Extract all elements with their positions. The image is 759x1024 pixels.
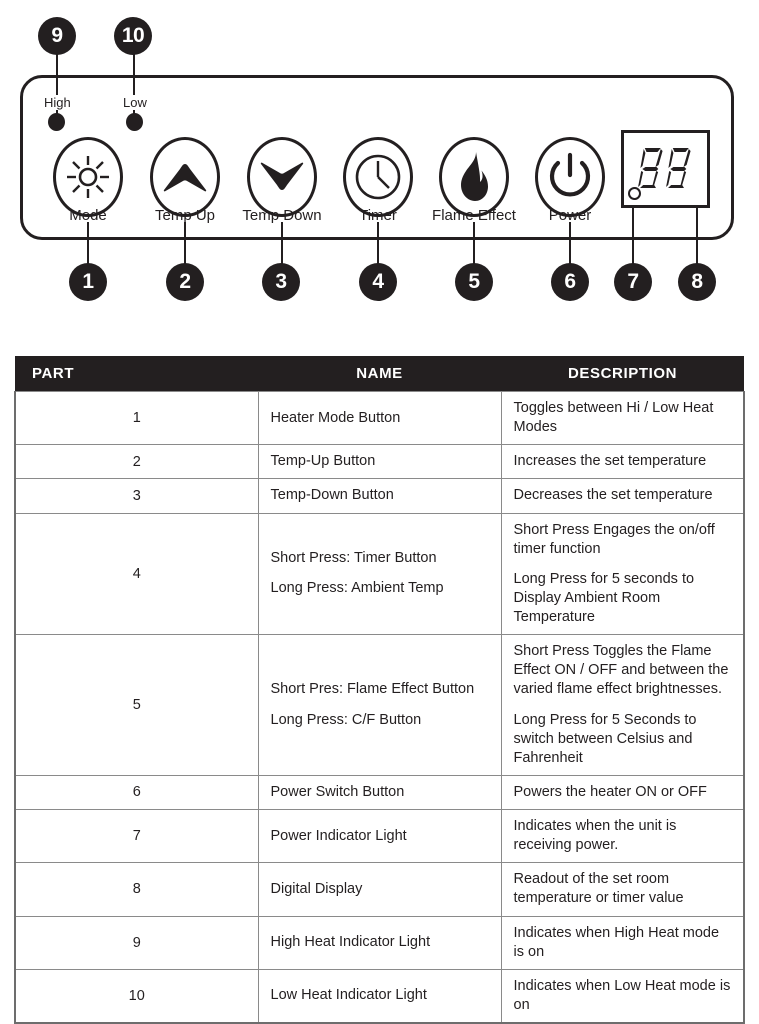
callout-badge-3: 3 <box>262 263 300 301</box>
temp-up-button[interactable] <box>150 137 220 217</box>
callout-badge-6: 6 <box>551 263 589 301</box>
control-panel-diagram <box>0 0 759 330</box>
cell-part-description <box>501 479 744 513</box>
cell-part-description <box>501 513 744 635</box>
cell-part-name-line: Long Press: Ambient Temp <box>270 580 444 597</box>
cell-part-name <box>258 863 501 916</box>
cell-part-description <box>501 916 744 969</box>
sun-icon <box>65 154 111 200</box>
cell-part-description-line: Short Press Toggles the Flame Effect ON / OFF and between the varied flame effect brightnesses. <box>513 643 729 698</box>
table-row <box>15 775 744 809</box>
cell-part-description <box>501 445 744 479</box>
timer-button[interactable] <box>343 137 413 217</box>
cell-part-description-line: Readout of the set room temperature or timer value <box>513 871 684 907</box>
cell-part-number: 9 <box>15 916 258 969</box>
cell-part-number: 5 <box>15 635 258 776</box>
leader-line-10 <box>133 52 135 122</box>
header-name: NAME <box>258 356 501 392</box>
cell-part-description <box>501 635 744 776</box>
cell-part-name <box>258 392 501 445</box>
callout-badge-8: 8 <box>678 263 716 301</box>
cell-part-name <box>258 810 501 863</box>
cell-part-description <box>501 810 744 863</box>
callout-badge-1: 1 <box>69 263 107 301</box>
cell-part-name <box>258 969 501 1023</box>
cell-part-description-line: Long Press for 5 seconds to Display Ambient Room Temperature <box>513 570 695 625</box>
cell-part-number: 8 <box>15 863 258 916</box>
mode-button-label: Mode <box>69 207 107 224</box>
table-row <box>15 916 744 969</box>
cell-part-description-line: Increases the set temperature <box>513 453 707 470</box>
cell-part-name-line: Short Pres: Flame Effect Button <box>270 681 475 698</box>
table-row <box>15 810 744 863</box>
table-row <box>15 479 744 513</box>
callout-badge-7: 7 <box>614 263 652 301</box>
high-indicator-label: High <box>44 95 71 110</box>
cell-part-description-line: Indicates when Low Heat mode is on <box>513 977 731 1013</box>
cell-part-name-line: Power Switch Button <box>270 783 405 800</box>
table-header-row <box>15 356 744 392</box>
chevron-down-icon <box>259 160 305 194</box>
low-indicator-label: Low <box>123 95 147 110</box>
callout-badge-4: 4 <box>359 263 397 301</box>
cell-part-description <box>501 863 744 916</box>
cell-part-number: 1 <box>15 392 258 445</box>
cell-part-description <box>501 775 744 809</box>
cell-part-name-line: Power Indicator Light <box>270 827 407 844</box>
cell-part-name-line: Digital Display <box>270 880 363 897</box>
leader-line-9 <box>56 52 58 122</box>
cell-part-name <box>258 479 501 513</box>
cell-part-description-line: Long Press for 5 Seconds to switch between Celsius and Fahrenheit <box>513 711 697 766</box>
digital-display <box>621 130 710 208</box>
cell-part-name-line: Temp-Down Button <box>270 487 394 504</box>
temp-up-button-label: Temp Up <box>154 207 216 224</box>
table-row <box>15 445 744 479</box>
table-body <box>15 392 744 1024</box>
cell-part-name-line: Heater Mode Button <box>270 409 401 426</box>
cell-part-description-line: Toggles between Hi / Low Heat Modes <box>513 400 714 436</box>
callout-badge-2: 2 <box>166 263 204 301</box>
cell-part-name <box>258 445 501 479</box>
cell-part-description-line: Indicates when High Heat mode is on <box>513 924 720 960</box>
power-icon <box>547 153 593 201</box>
cell-part-description-line: Powers the heater ON or OFF <box>513 783 707 800</box>
callout-badge-10: 10 <box>114 17 152 55</box>
cell-part-number: 4 <box>15 513 258 635</box>
temp-down-button-label: Temp Down <box>242 207 322 224</box>
high-heat-indicator-light <box>48 113 65 131</box>
header-part: PART <box>15 356 258 392</box>
flame-effect-button[interactable] <box>439 137 509 217</box>
cell-part-name-line: Temp-Up Button <box>270 453 376 470</box>
table-row <box>15 635 744 776</box>
temp-down-button[interactable] <box>247 137 317 217</box>
cell-part-name <box>258 916 501 969</box>
cell-part-name <box>258 635 501 776</box>
parts-description-table <box>14 356 745 1024</box>
power-button-label: Power <box>548 207 592 224</box>
power-button[interactable] <box>535 137 605 217</box>
low-heat-indicator-light <box>126 113 143 131</box>
cell-part-description-line: Decreases the set temperature <box>513 487 713 504</box>
table-row <box>15 863 744 916</box>
flame-effect-button-label: Flame Effect <box>432 207 516 224</box>
cell-part-name-line: High Heat Indicator Light <box>270 934 431 951</box>
flame-icon <box>457 151 491 203</box>
callout-badge-5: 5 <box>455 263 493 301</box>
cell-part-name <box>258 513 501 635</box>
table-row <box>15 392 744 445</box>
cell-part-name <box>258 775 501 809</box>
callout-badge-9: 9 <box>38 17 76 55</box>
table-row <box>15 969 744 1023</box>
table-row <box>15 513 744 635</box>
clock-icon <box>353 152 403 202</box>
chevron-up-icon <box>162 160 208 194</box>
cell-part-name-line: Short Press: Timer Button <box>270 550 437 567</box>
header-description: DESCRIPTION <box>501 356 744 392</box>
mode-button[interactable] <box>53 137 123 217</box>
cell-part-number: 6 <box>15 775 258 809</box>
cell-part-number: 10 <box>15 969 258 1023</box>
power-indicator-light <box>628 187 641 200</box>
cell-part-name-line: Long Press: C/F Button <box>270 711 422 728</box>
cell-part-description-line: Short Press Engages the on/off timer function <box>513 521 715 557</box>
cell-part-name-line: Low Heat Indicator Light <box>270 987 427 1004</box>
cell-part-description <box>501 969 744 1023</box>
timer-button-label: Timer <box>359 207 397 224</box>
cell-part-description <box>501 392 744 445</box>
cell-part-number: 3 <box>15 479 258 513</box>
cell-part-description-line: Indicates when the unit is receiving power. <box>513 818 677 854</box>
cell-part-number: 7 <box>15 810 258 863</box>
cell-part-number: 2 <box>15 445 258 479</box>
